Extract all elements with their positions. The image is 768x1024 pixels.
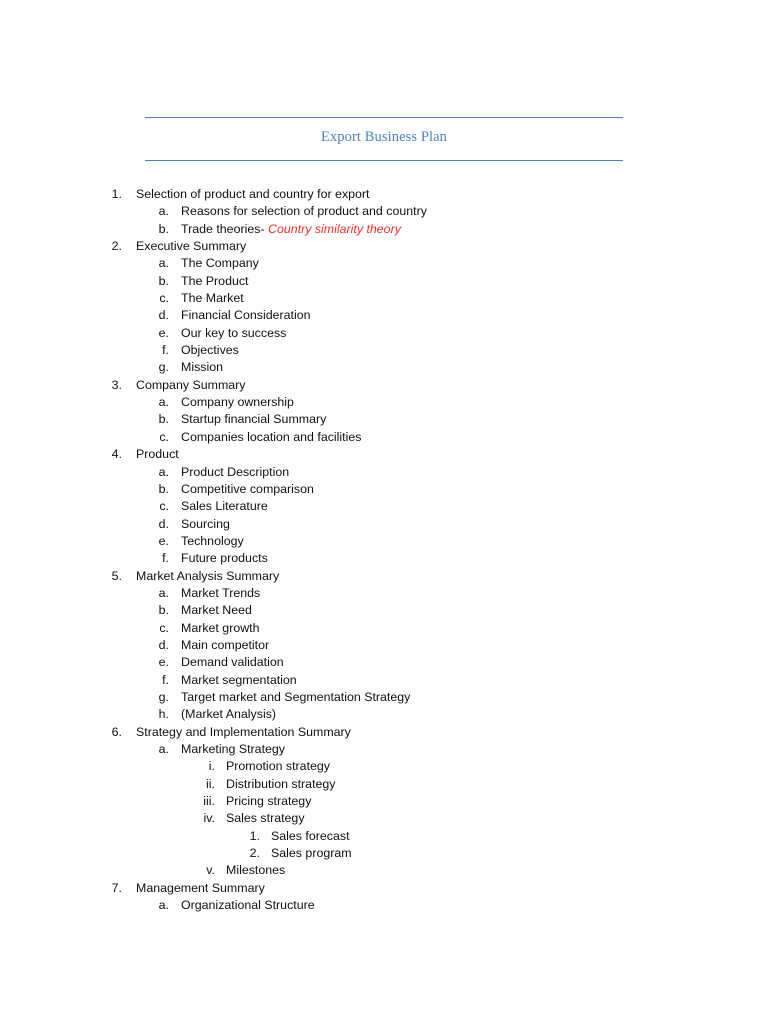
- outline-item-text: Sales Literature: [181, 499, 268, 514]
- outline-item-text-wrap: [226, 793, 311, 810]
- outline-item-text-wrap: [181, 255, 259, 272]
- outline-item-text-wrap: [181, 273, 249, 290]
- outline-item: [0, 290, 768, 307]
- outline-item-text-wrap: [181, 897, 315, 914]
- outline-item: [0, 637, 768, 654]
- outline-item: [0, 273, 768, 290]
- outline-item-marker: d.: [158, 516, 169, 531]
- outline-item-marker: b.: [158, 221, 169, 236]
- outline-item-text: The Market: [181, 291, 244, 306]
- outline-item-marker: iii.: [203, 794, 215, 809]
- outline-item-text-wrap: [271, 828, 350, 845]
- outline-item: [0, 533, 768, 550]
- outline-item-text: Mission: [181, 360, 223, 375]
- outline-item: [0, 186, 768, 203]
- outline-item-text-wrap: [181, 637, 269, 654]
- outline-item: [0, 221, 768, 238]
- outline-item-text: Future products: [181, 551, 268, 566]
- outline-item: [0, 498, 768, 515]
- outline-item-text-wrap: [136, 568, 279, 585]
- outline-item: [0, 689, 768, 706]
- outline-item-text: Milestones: [226, 863, 286, 878]
- outline-item-text-wrap: [226, 810, 305, 827]
- outline-item: [0, 793, 768, 810]
- outline-item: [0, 446, 768, 463]
- outline-item-text-wrap: [136, 377, 245, 394]
- outline-item-marker: e.: [158, 325, 169, 340]
- outline-item-marker: 3.: [111, 377, 122, 392]
- outline-item-text: Market Trends: [181, 585, 261, 600]
- outline-item-text-wrap: [181, 221, 401, 238]
- outline-item-text: Our key to success: [181, 325, 287, 340]
- outline-item-text-wrap: [181, 342, 239, 359]
- outline-item-text-wrap: [181, 498, 268, 515]
- outline-item-text-wrap: [181, 429, 361, 446]
- outline-item-text: Market Need: [181, 603, 252, 618]
- outline-item-text: The Product: [181, 273, 249, 288]
- outline-item-text-wrap: [181, 516, 230, 533]
- outline-item-marker: a.: [158, 585, 169, 600]
- outline-item-marker: g.: [158, 689, 169, 704]
- outline-item-marker: h.: [158, 707, 169, 722]
- outline-item-marker: d.: [158, 308, 169, 323]
- outline-item-marker: f.: [162, 551, 169, 566]
- outline-item-text: Executive Summary: [136, 239, 247, 254]
- outline-item-text: Organizational Structure: [181, 898, 315, 913]
- outline-item: [0, 741, 768, 758]
- outline-item-text: Target market and Segmentation Strategy: [181, 689, 411, 704]
- outline-item: [0, 706, 768, 723]
- outline-item-marker: 4.: [111, 447, 122, 462]
- outline-item: [0, 325, 768, 342]
- outline-item: [0, 602, 768, 619]
- outline-item-text-wrap: [181, 307, 311, 324]
- outline-item-text: Market Analysis Summary: [136, 568, 280, 583]
- outline-item-text-wrap: [226, 758, 330, 775]
- outline-item-marker: 1.: [249, 828, 260, 843]
- outline-item-text: Sales forecast: [271, 828, 350, 843]
- outline-item-text-wrap: [181, 481, 314, 498]
- outline-item-text-wrap: [181, 203, 427, 220]
- outline-item-marker: i.: [208, 759, 215, 774]
- outline-item-text: Promotion strategy: [226, 759, 330, 774]
- outline-item-marker: c.: [159, 620, 169, 635]
- outline-item-text: Product: [136, 447, 179, 462]
- outline-item-text: Financial Consideration: [181, 308, 311, 323]
- outline-item: [0, 672, 768, 689]
- outline-item-marker: a.: [158, 395, 169, 410]
- outline-item-text: Companies location and facilities: [181, 429, 362, 444]
- outline-item: [0, 724, 768, 741]
- outline-item-marker: a.: [158, 204, 169, 219]
- outline-item-text: Marketing Strategy: [181, 742, 285, 756]
- outline-item: [0, 585, 768, 602]
- header-rule-bottom: [145, 160, 623, 161]
- outline-item-text: Sourcing: [181, 516, 230, 531]
- outline-item: [0, 568, 768, 585]
- outline-item: [0, 845, 768, 862]
- outline-item-marker: ii.: [206, 776, 215, 791]
- outline-item-text-wrap: [181, 290, 244, 307]
- outline-item-text: Main competitor: [181, 637, 270, 652]
- outline-item-note: Country similarity theory: [264, 221, 401, 236]
- outline-item-text: Management Summary: [136, 880, 265, 895]
- outline-item-text: Company ownership: [181, 395, 294, 410]
- outline-item-text: (Market Analysis): [181, 707, 277, 722]
- outline-item-text-wrap: [136, 724, 351, 741]
- outline-item: [0, 758, 768, 775]
- outline-item-text-wrap: [271, 845, 352, 862]
- outline-item: [0, 307, 768, 324]
- outline-item-text: Competitive comparison: [181, 481, 314, 496]
- outline-item-text: Reasons for selection of product and country: [181, 204, 427, 219]
- outline-item-text: Pricing strategy: [226, 794, 312, 809]
- outline-item-marker: d.: [158, 637, 169, 652]
- outline-item: [0, 255, 768, 272]
- outline-item-marker: 7.: [111, 880, 122, 895]
- outline-item-text-wrap: [226, 862, 285, 879]
- outline-item-text-wrap: [181, 550, 268, 567]
- outline-item: [0, 203, 768, 220]
- outline-item-text: Product Description: [181, 464, 290, 479]
- outline-item-marker: b.: [158, 273, 169, 288]
- outline-item: [0, 481, 768, 498]
- outline-item-text-wrap: [181, 464, 289, 481]
- outline-item-text-wrap: [181, 585, 260, 602]
- outline-item-marker: 1.: [111, 187, 122, 201]
- outline-list: [0, 186, 768, 914]
- outline-item: [0, 862, 768, 879]
- outline-item-text: Selection of product and country for export: [136, 187, 370, 201]
- outline-item-text: Market segmentation: [181, 672, 297, 687]
- outline-item: [0, 897, 768, 914]
- outline-item-text: Technology: [181, 533, 244, 548]
- outline-item-text-wrap: [226, 776, 336, 793]
- outline-item: [0, 810, 768, 827]
- outline-item-marker: b.: [158, 603, 169, 618]
- outline-item-marker: c.: [159, 429, 169, 444]
- outline-item-text: Startup financial Summary: [181, 412, 327, 427]
- outline-item-marker: 5.: [111, 568, 122, 583]
- outline-item-marker: b.: [158, 481, 169, 496]
- outline-item-text-wrap: [181, 689, 410, 706]
- outline-item-marker: e.: [158, 533, 169, 548]
- outline-item-text-wrap: [181, 325, 286, 342]
- outline-item-text: Market growth: [181, 620, 260, 635]
- outline-item-text: Objectives: [181, 343, 239, 358]
- outline-item: [0, 620, 768, 637]
- outline-item-text: Sales program: [271, 846, 352, 861]
- outline-item-marker: 6.: [111, 724, 122, 739]
- outline-item-marker: f.: [162, 343, 169, 358]
- outline-item: [0, 654, 768, 671]
- outline-item: [0, 880, 768, 897]
- outline-item: [0, 238, 768, 255]
- outline-item-text-wrap: [181, 602, 252, 619]
- outline-item-marker: v.: [206, 863, 215, 878]
- outline-item: [0, 828, 768, 845]
- outline-item-marker: a.: [158, 256, 169, 271]
- outline-item-text-wrap: [181, 654, 284, 671]
- outline-item: [0, 342, 768, 359]
- outline-item-text: The Company: [181, 256, 259, 271]
- outline-item: [0, 776, 768, 793]
- outline-item-marker: e.: [158, 655, 169, 670]
- outline-item-text-wrap: [181, 672, 297, 689]
- outline-item-marker: a.: [158, 898, 169, 913]
- outline-item-text-wrap: [136, 186, 370, 203]
- outline-item: [0, 516, 768, 533]
- outline-item-text-wrap: [181, 411, 326, 428]
- outline-item-marker: c.: [159, 291, 169, 306]
- outline-item-text: Demand validation: [181, 655, 284, 670]
- outline-item-marker: a.: [158, 742, 169, 756]
- outline-item-text: Sales strategy: [226, 811, 305, 826]
- outline-item-text-wrap: [181, 620, 260, 637]
- outline-item: [0, 464, 768, 481]
- outline-item: [0, 359, 768, 376]
- outline-item-marker: 2.: [111, 239, 122, 254]
- header-rule-top: [145, 117, 623, 118]
- outline-item: [0, 411, 768, 428]
- outline-item-marker: g.: [158, 360, 169, 375]
- outline-item-text-wrap: [136, 446, 179, 463]
- outline-item-text-wrap: [181, 394, 294, 411]
- outline-item: [0, 377, 768, 394]
- outline-item-marker: c.: [159, 499, 169, 514]
- outline-item-marker: f.: [162, 672, 169, 687]
- outline-item-marker: 2.: [249, 846, 260, 861]
- outline-item-text-wrap: [136, 880, 265, 897]
- outline-item-text-wrap: [136, 238, 246, 255]
- outline-item-marker: b.: [158, 412, 169, 427]
- outline-item-text-wrap: [181, 741, 285, 758]
- outline-item: [0, 429, 768, 446]
- outline-item-marker: iv.: [203, 811, 215, 826]
- outline-item-text: Strategy and Implementation Summary: [136, 724, 351, 739]
- outline-item-text-wrap: [181, 706, 276, 723]
- outline-item-text: Company Summary: [136, 377, 246, 392]
- outline-item-text-wrap: [181, 359, 223, 376]
- outline-item-text: Trade theories-: [181, 221, 265, 236]
- outline-item: [0, 394, 768, 411]
- outline-item: [0, 550, 768, 567]
- outline-item-text: Distribution strategy: [226, 776, 336, 791]
- document-title: Export Business Plan: [320, 129, 448, 145]
- outline-item-marker: a.: [158, 464, 169, 479]
- outline-item-text-wrap: [181, 533, 244, 550]
